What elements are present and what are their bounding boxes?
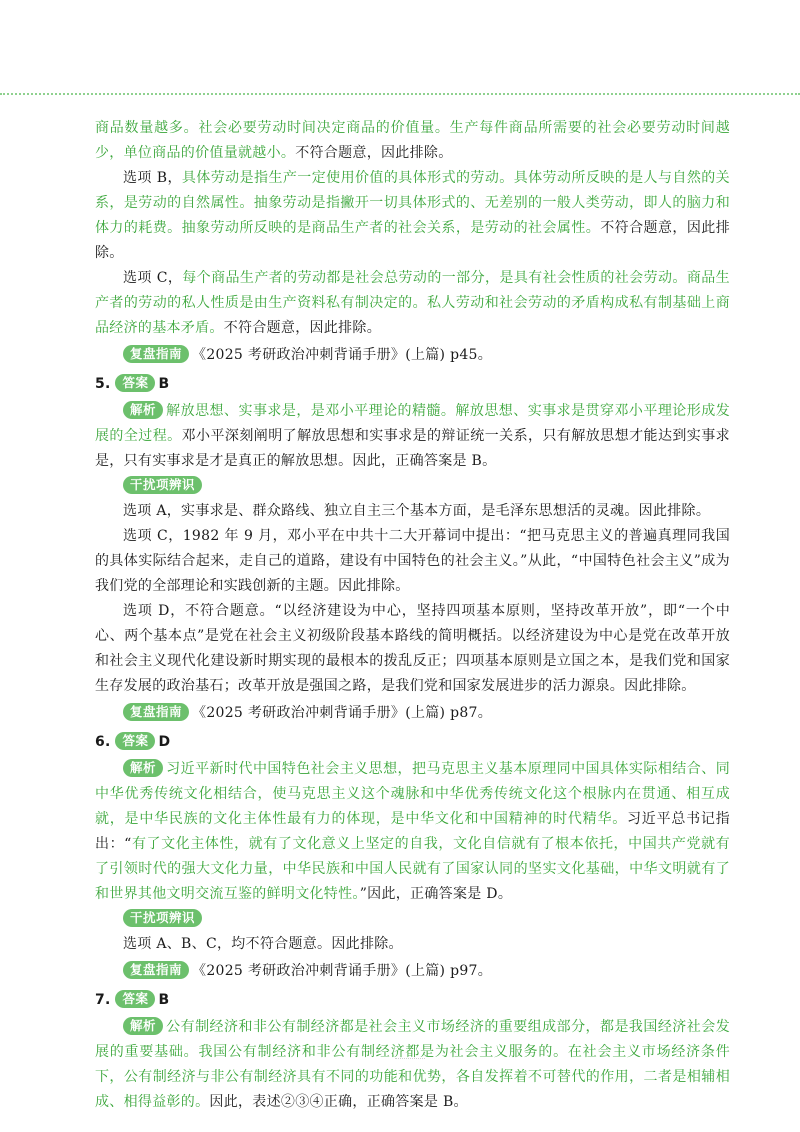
analysis-tag: 解析 [123, 1017, 163, 1035]
analysis-tag: 解析 [123, 759, 163, 777]
q7-answer-row: 7. 答案 B [95, 991, 170, 1008]
answer-tag: 答案 [115, 990, 155, 1008]
q6-analysis: 解析 习近平新时代中国特色社会主义思想，把马克思主义基本原理同中国具体实际相结合、同中华优秀传统文化相结合，使马克思主义这个魂脉和中华优秀传统文化这个根脉内在贯通、相互成就，是中华民族的文化主体性最有力的体现，是中华文化和中国精神的时代精华。习近平总书记指出：“有了文化主体性，就有了文化意义上坚定的自我，文化自信就有了根本依托，中国共产党就有了引领时代的强大文化力量，中华民族和中国人民就有了国家认同的坚实文化基础，中华文明就有了和世界其他文明交流互鉴的鲜明文化特性。”因此，正确答案是 D。 [95, 760, 730, 902]
q5-answer-row: 5. 答案 B [95, 375, 170, 392]
answer-tag: 答案 [115, 732, 155, 750]
option-b-paragraph: 选项 B，具体劳动是指生产一定使用价值的具体形式的劳动。具体劳动所反映的是人与自然的关系，是劳动的自然属性。抽象劳动是指撇开一切具体形式的、无差别的一般人类劳动，即人的脑力和体力的耗费。抽象劳动所反映的是商品生产者的社会关系，是劳动的社会属性。不符合题意，因此排除。 [95, 170, 730, 261]
q5-distractor-c: 选项 C，1982 年 9 月，邓小平在中共十二大开幕词中提出：“把马克思主义的普遍真理同我国的具体实际结合起来，走自己的道路，建设有中国特色的社会主义。”从此，“中国特色社会主义”成为我们党的全部理论和实践创新的主题。因此排除。 [95, 528, 730, 594]
q7-analysis: 解析 公有制经济和非公有制经济都是社会主义市场经济的重要组成部分，都是我国经济社会发展的重要基础。我国公有制经济和非公有制经济都是为社会主义服务的。在社会主义市场经济条件下，公有制经济与非公有制经济具有不同的功能和优势，各自发挥着不可替代的作用，二者是相辅相成、相得益彰的。因此，表述②③④正确，正确答案是 B。 [95, 1018, 730, 1110]
q6-distractor-heading [95, 907, 730, 932]
q7-answer: B [158, 992, 170, 1008]
review-guide-q6: 复盘指南 《2025 考研政治冲刺背诵手册》(上篇) p97。 [95, 959, 730, 984]
review-guide-q5: 复盘指南 《2025 考研政治冲刺背诵手册》(上篇) p87。 [95, 701, 730, 726]
intro-paragraph: 商品数量越多。社会必要劳动时间决定商品的价值量。生产每件商品所需要的社会必要劳动时间越少，单位商品的价值量就越小。不符合题意，因此排除。 [95, 120, 730, 161]
q6-answer-row: 6. 答案 D [95, 733, 171, 750]
review-guide-tag: 复盘指南 [123, 961, 189, 979]
q6-distractor-abc: 选项 A、B、C，均不符合题意。因此排除。 [123, 936, 403, 952]
analysis-tag: 解析 [123, 401, 163, 419]
distractor-tag: 干扰项辨识 [123, 909, 202, 927]
q6-answer: D [158, 734, 171, 750]
answer-tag: 答案 [115, 374, 155, 392]
bottom-dot-mark [395, 1058, 425, 1059]
q5-analysis: 解析 解放思想、实事求是，是邓小平理论的精髓。解放思想、实事求是贯穿邓小平理论形成发展的全过程。邓小平深刻阐明了解放思想和实事求是的辩证统一关系，只有解放思想才能达到实事求是，只有实事求是才是真正的解放思想。因此，正确答案是 B。 [95, 402, 730, 469]
q5-distractor-heading [95, 474, 730, 499]
option-c-paragraph: 选项 C，每个商品生产者的劳动都是社会总劳动的一部分，是具有社会性质的社会劳动。商品生产者的劳动的私人性质是由生产资料私有制决定的。私人劳动和社会劳动的矛盾构成私有制基础上商品经济的基本矛盾。不符合题意，因此排除。 [95, 270, 730, 336]
q5-distractor-d: 选项 D，不符合题意。“以经济建设为中心，坚持四项基本原则，坚持改革开放”，即“一个中心、两个基本点”是党在社会主义初级阶段基本路线的简明概括。以经济建设为中心是党在改革开放和社会主义现代化建设新时期实现的最根本的拨乱反正；四项基本原则是立国之本，是我们党和国家生存发展的政治基石；改革开放是强国之路，是我们党和国家发展进步的活力源泉。因此排除。 [95, 603, 730, 694]
q5-answer: B [158, 376, 170, 392]
distractor-tag: 干扰项辨识 [123, 476, 202, 494]
review-guide-tag: 复盘指南 [123, 703, 189, 721]
top-dotted-rule [0, 93, 800, 95]
page-content [95, 116, 730, 1115]
q5-distractor-a: 选项 A，实事求是、群众路线、独立自主三个基本方面，是毛泽东思想活的灵魂。因此排除。 [123, 503, 711, 519]
review-guide-tag: 复盘指南 [123, 345, 189, 363]
review-guide-q4: 复盘指南 《2025 考研政治冲刺背诵手册》(上篇) p45。 [95, 343, 730, 368]
